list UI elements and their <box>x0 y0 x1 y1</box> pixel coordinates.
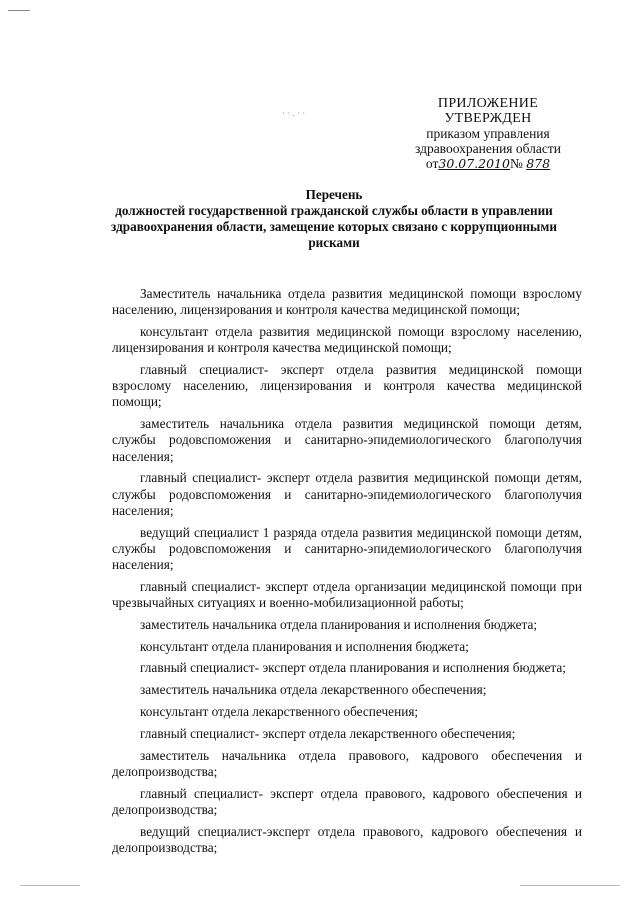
scan-edge-mark <box>20 885 80 886</box>
list-item: консультант отдела лекарственного обеспечения; <box>140 704 419 719</box>
order-label: приказом управления <box>426 126 550 141</box>
scan-edge-mark <box>520 885 620 886</box>
handwritten-number: 878 <box>526 156 551 171</box>
list-item: главный специалист- эксперт отдела развития медицинской помощи детям, службы родовспоможения и санитарно-эпидемиологического благополучия населения; <box>112 470 582 518</box>
scan-edge-mark <box>8 10 30 11</box>
number-sign: № <box>509 156 523 171</box>
list-item: Заместитель начальника отдела развития медицинской помощи взрослому населению, лицензирования и контроля качества медицинской помощи; <box>112 286 582 318</box>
list-item: ведущий специалист-эксперт отдела правового, кадрового обеспечения и делопроизводства; <box>112 823 582 855</box>
department-label: здравоохранения области <box>414 141 561 156</box>
positions-list <box>112 286 582 862</box>
list-item: главный специалист- эксперт отдела развития медицинской помощи взрослому населению, лицензирования и контроля качества медицинской помощи; <box>112 362 582 410</box>
list-item: главный специалист- эксперт отдела правового, кадрового обеспечения и делопроизводства; <box>112 785 582 817</box>
document-title <box>100 187 568 251</box>
list-item: заместитель начальника отдела развития медицинской помощи детям, службы родовспоможения и санитарно-эпидемиологического благополучия населения; <box>112 416 582 464</box>
list-item: заместитель начальника отдела лекарственного обеспечения; <box>140 682 487 698</box>
list-item: заместитель начальника отдела правового, кадрового обеспечения и делопроизводства; <box>112 747 582 779</box>
order-date-line <box>388 156 588 171</box>
list-item: консультант отдела планирования и исполнения бюджета; <box>140 638 469 654</box>
list-item: главный специалист- эксперт отдела организации медицинской помощи при чрезвычайных ситуациях и военно-мобилизационной работы; <box>112 578 582 611</box>
approved-label: УТВЕРЖДЕН <box>444 111 532 126</box>
title-heading: Перечень <box>305 187 363 202</box>
list-item: заместитель начальника отдела планирования и исполнения бюджета; <box>140 616 538 632</box>
date-prefix: от <box>425 156 439 171</box>
appendix-label: ПРИЛОЖЕНИЕ <box>437 96 539 111</box>
list-item: ведущий специалист 1 разряда отдела развития медицинской помощи детям, службы родовспоможения и санитарно-эпидемиологического благополучия населения; <box>112 524 582 573</box>
list-item: главный специалист- эксперт отдела лекарственного обеспечения; <box>140 725 516 741</box>
title-subheading: должностей государственной гражданской службы области в управлении здравоохранения области, замещение которых связано с коррупционными рисками <box>111 203 557 250</box>
scan-speck: · · . · · <box>282 108 306 118</box>
handwritten-date: 30.07.2010 <box>438 156 510 171</box>
list-item: консультант отдела развития медицинской помощи взрослому населению, лицензирования и контроля качества медицинской помощи; <box>112 324 582 356</box>
list-item: главный специалист- эксперт отдела планирования и исполнения бюджета; <box>140 660 566 676</box>
approval-stamp-block <box>388 96 588 171</box>
